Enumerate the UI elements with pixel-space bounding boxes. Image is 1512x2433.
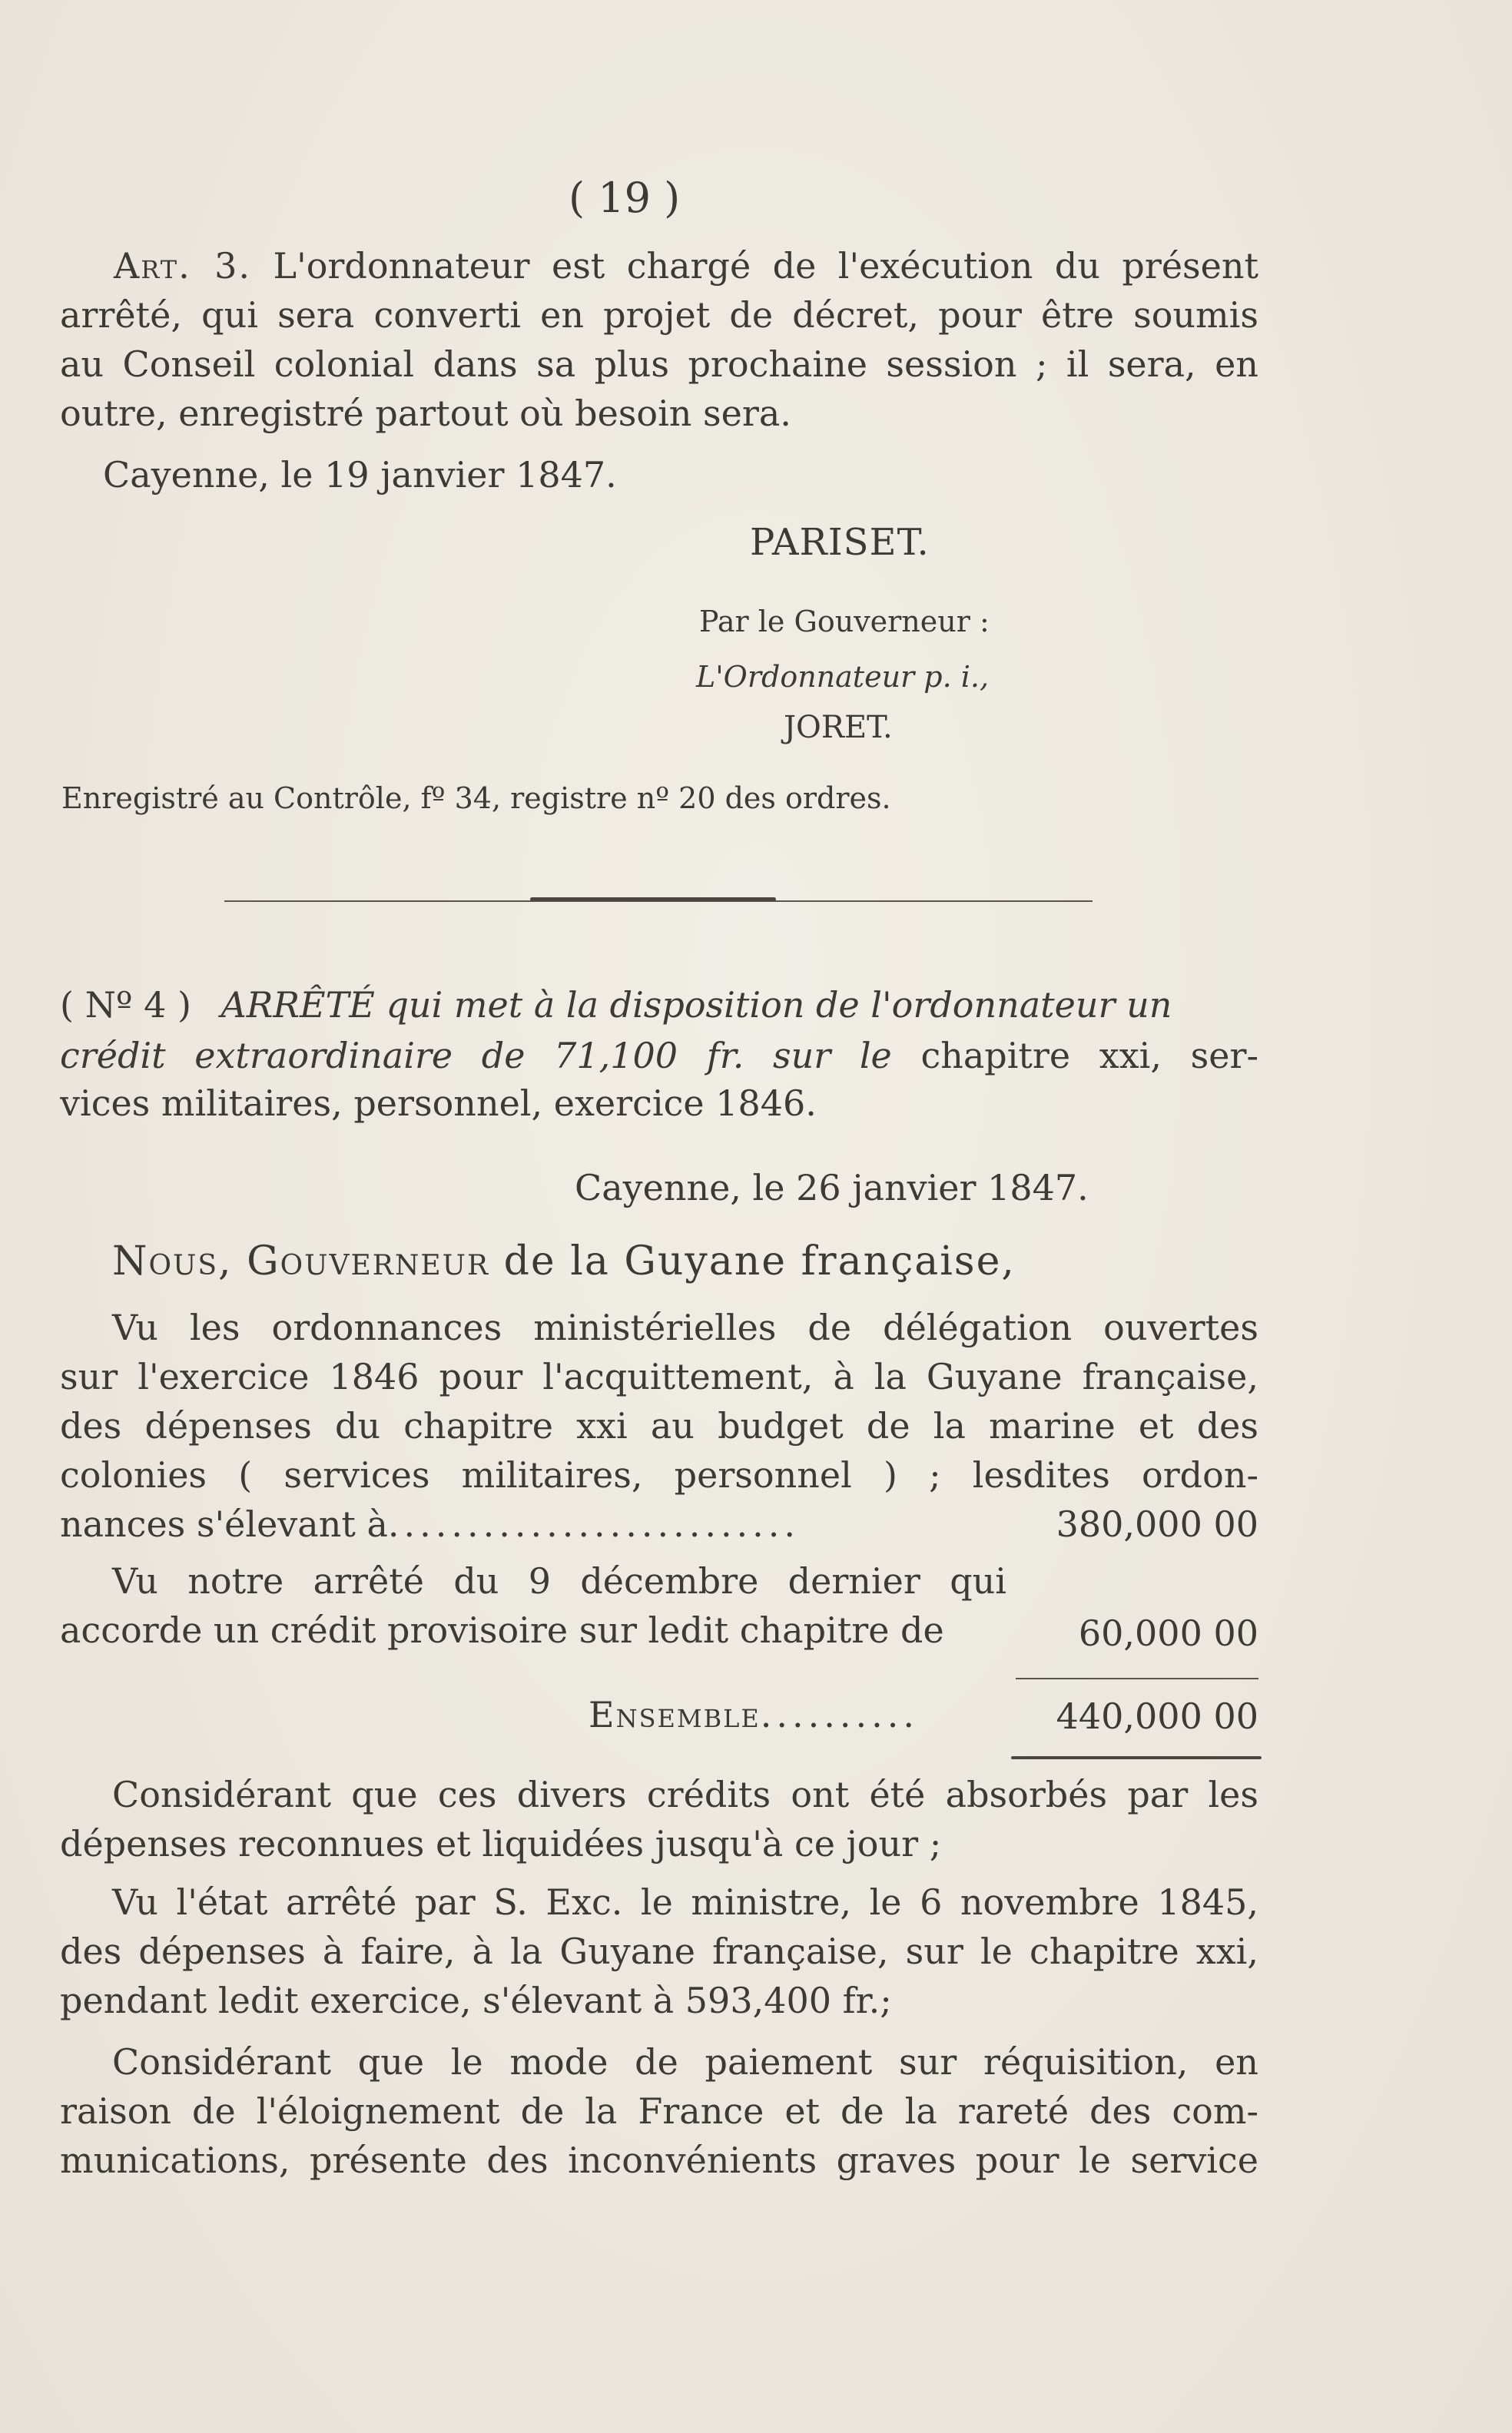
arrete4-title-2-italic: crédit extraordinaire de 71,100 fr. sur le: [60, 1035, 892, 1076]
arrete4-place-date: Cayenne, le 26 janvier 1847.: [575, 1167, 1089, 1208]
vu3-line-1: Vu l'état arrêté par S. Exc. le ministre, le 6 novembre 1845,: [112, 1881, 1258, 1923]
vu1-line-5-text: nances s'élevant à: [60, 1503, 388, 1545]
arrete4-title-2-roman: chapitre xxi, ser-: [920, 1035, 1258, 1076]
arrete4-title-line-2: [60, 1034, 1258, 1077]
registration-note: Enregistré au Contrôle, fº 34, registre nº 20 des ordres.: [61, 781, 891, 815]
signature-joret: JORET.: [784, 710, 893, 745]
art3-line-1-text: L'ordonnateur est chargé de l'exécution du présent: [273, 245, 1258, 287]
art3-line-2: arrêté, qui sera converti en projet de décret, pour être soumis: [60, 294, 1258, 336]
nous-rest: de la Guyane française,: [503, 1238, 1016, 1284]
vu2-line-2: accorde un crédit provisoire sur ledit chapitre de: [60, 1609, 944, 1651]
vu1-line-4: colonies ( services militaires, personnel ) ; lesdites ordon-: [60, 1454, 1258, 1496]
par-le-gouverneur: Par le Gouverneur :: [699, 605, 990, 638]
arrete4-title-1: ARRÊTÉ qui met à la disposition de l'ordonnateur un: [220, 984, 1172, 1026]
sum-rule: [1016, 1678, 1258, 1679]
vu2-line-1: Vu notre arrêté du 9 décembre dernier qui: [112, 1560, 1006, 1602]
art3-label: Art. 3.: [114, 245, 252, 287]
vu3-line-3: pendant ledit exercice, s'élevant à 593,400 fr.;: [60, 1980, 892, 2021]
ensemble-line: [589, 1693, 919, 1736]
cons2-line-1: Considérant que le mode de paiement sur réquisition, en: [112, 2041, 1258, 2083]
vu1-line-1: Vu les ordonnances ministérielles de délégation ouvertes: [112, 1307, 1258, 1348]
vu3-line-2: des dépenses à faire, à la Guyane française, sur le chapitre xxi,: [60, 1931, 1258, 1972]
signature-pariset: PARISET.: [750, 521, 930, 564]
vu1-line-3: des dépenses du chapitre xxi au budget de la marine et des: [60, 1405, 1258, 1447]
cons1-line-2: dépenses reconnues et liquidées jusqu'à ce jour ;: [60, 1823, 942, 1865]
ordonnateur-line: L'Ordonnateur p. i.,: [696, 660, 990, 694]
nous-gouverneur: [112, 1240, 1016, 1283]
arrete4-title-line-1: [60, 983, 1258, 1026]
art3-place-date: Cayenne, le 19 janvier 1847.: [103, 454, 617, 496]
cons1-line-1: Considérant que ces divers crédits ont été absorbés par les: [112, 1774, 1258, 1815]
page-number: ( 19 ): [569, 174, 681, 222]
vu1-line-5: [60, 1503, 800, 1546]
ensemble-amount: 440,000 00: [1056, 1695, 1258, 1737]
vu1-amount: 380,000 00: [1056, 1503, 1258, 1545]
leader-dots: ..........................: [387, 1503, 801, 1545]
vu2-amount: 60,000 00: [1078, 1613, 1258, 1654]
arrete4-number: ( Nº 4 ): [60, 984, 191, 1026]
ensemble-dots: ..........: [760, 1694, 919, 1735]
arrete4-title-line-3: vices militaires, personnel, exercice 1846.: [60, 1082, 817, 1124]
art3-line-3: au Conseil colonial dans sa plus prochaine session ; il sera, en: [60, 343, 1258, 385]
total-rule: [1011, 1756, 1262, 1759]
nous-label: Nous, Gouverneur: [112, 1238, 490, 1284]
ensemble-label: Ensemble: [589, 1694, 761, 1735]
art3-line-1: [114, 244, 1258, 287]
art3-line-4: outre, enregistré partout où besoin sera.: [60, 393, 791, 434]
cons2-line-3: munications, présente des inconvénients graves pour le service: [60, 2140, 1258, 2181]
separator-ornament: [530, 897, 776, 901]
vu1-line-2: sur l'exercice 1846 pour l'acquittement, à la Guyane française,: [60, 1356, 1258, 1397]
cons2-line-2: raison de l'éloignement de la France et de la rareté des com-: [60, 2090, 1258, 2132]
